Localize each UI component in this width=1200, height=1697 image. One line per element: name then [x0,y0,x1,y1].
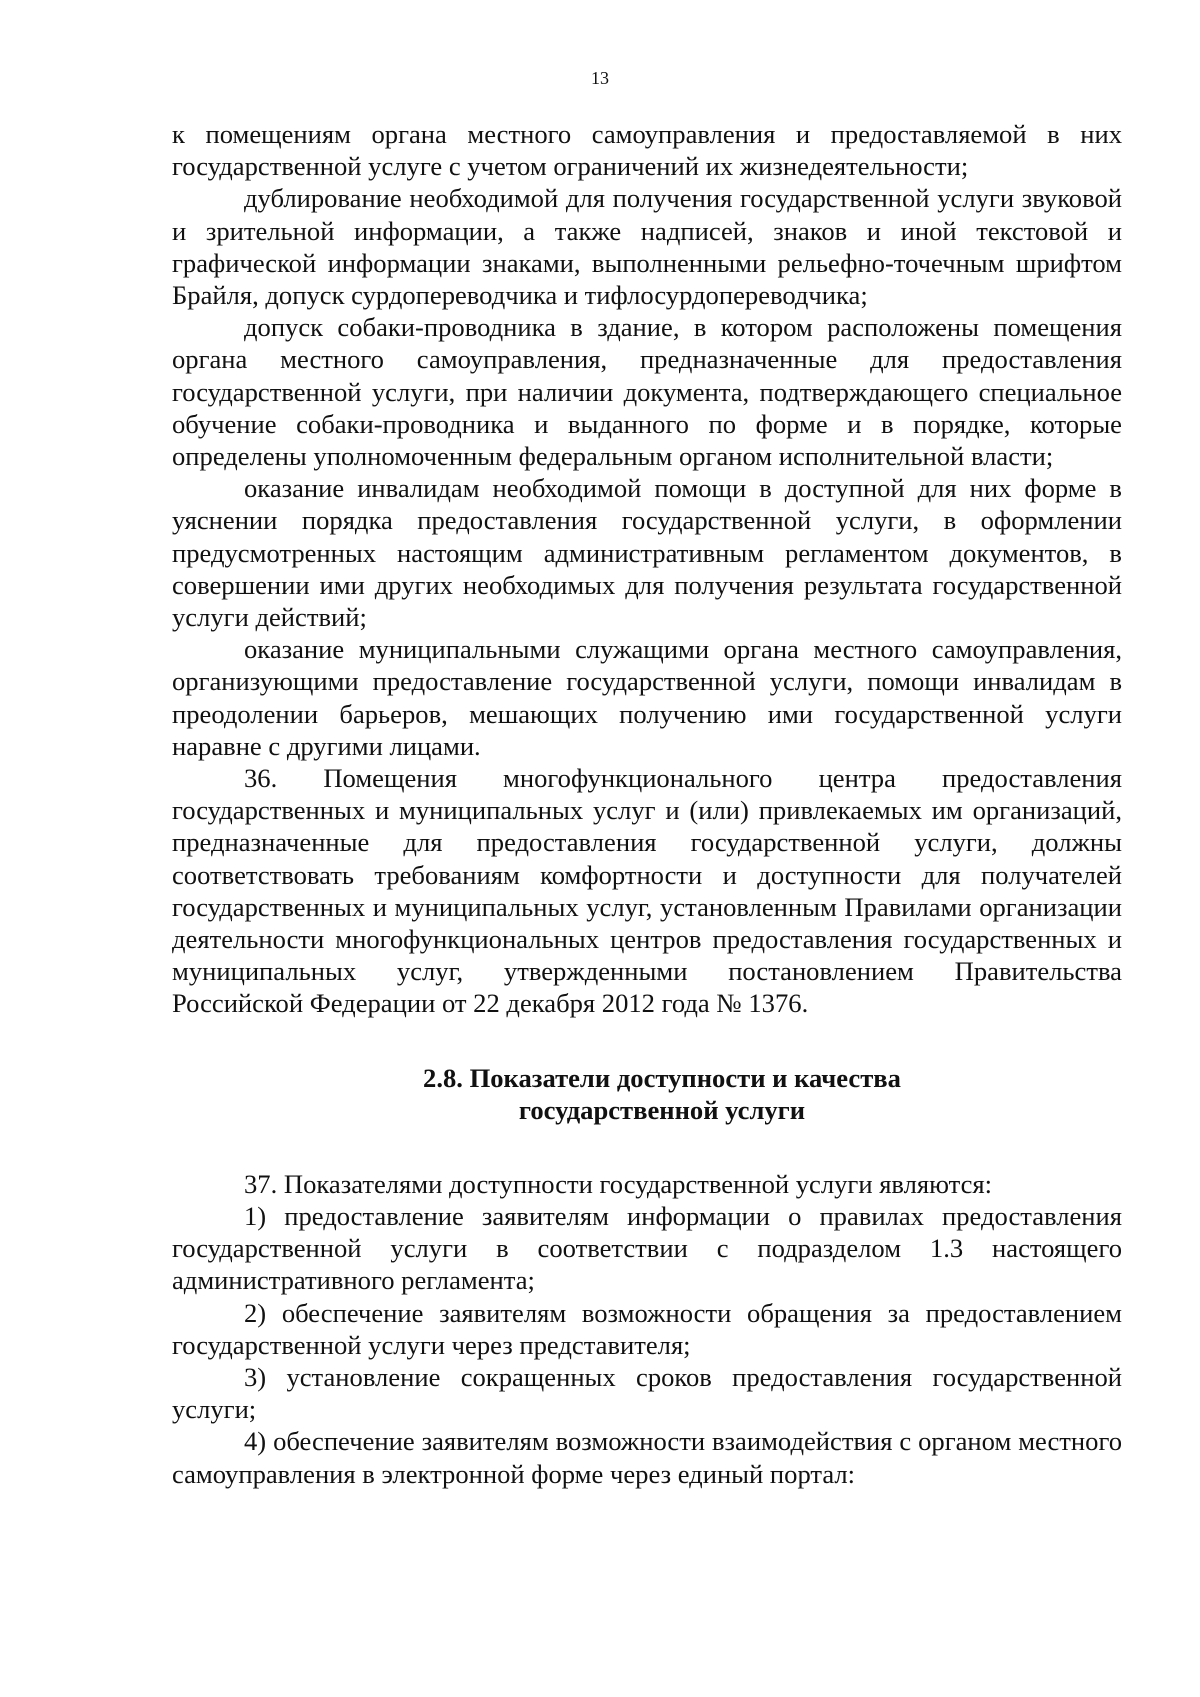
paragraph: оказание муниципальными служащими органа местного самоуправления, организующими предоставление государственной услуги, помощи инвалидам в преодолении барьеров, мешающих получению ими государственной услуги наравне с другими лицами. [172,634,1122,761]
paragraph-36: 36. Помещения многофункционального центра предоставления государственных и муниципальных услуг и (или) привлекаемых им организаций, предназначенные для предоставления государственной услуги, должны соответствовать требованиям комфортности и доступности для получателей государственных и муниципальных услуг, установленным Правилами организации деятельности многофункциональных центров предоставления государственных и муниципальных услуг, утвержденными постановлением Правительства Российской Федерации от 22 декабря 2012 года № 1376. [172,763,1122,1019]
paragraph-37: 37. Показателями доступности государственной услуги являются: [244,1168,993,1199]
paragraph: дублирование необходимой для получения государственной услуги звуковой и зрительной информации, а также надписей, знаков и иной текстовой и графической информации знаками, выполненными рельефно-точечным шрифтом Брайля, допуск сурдопереводчика и тифлосурдопереводчика; [172,183,1122,311]
paragraph: допуск собаки-проводника в здание, в котором расположены помещения органа местного самоуправления, предназначенные для предоставления государственной услуги, при наличии документа, подтверждающего специальное обучение собаки-проводника и выданного по форме и в порядке, которые определены уполномоченным федеральным органом исполнительной власти; [172,312,1122,472]
list-item: 2) обеспечение заявителям возможности обращения за предоставлением государственной услуги через представителя; [172,1297,1122,1360]
section-title-line-2: государственной услуги [518,1094,806,1125]
document-body [172,118,1122,1490]
paragraph: оказание инвалидам необходимой помощи в доступной для них форме в уяснении порядка предоставления государственной услуги, в оформлении предусмотренных настоящим административным регламентом документов, в совершении ими других необходимых для получения результата государственной услуги действий; [172,473,1122,633]
page-number: 13 [591,68,609,88]
section-title-line-1: 2.8. Показатели доступности и качества [423,1062,901,1093]
list-item: 4) обеспечение заявителям возможности взаимодействия с органом местного самоуправления в электронной форме через единый портал: [172,1426,1122,1489]
paragraph: к помещениям органа местного самоуправления и предоставляемой в них государственной услуге с учетом ограничений их жизнедеятельности; [172,119,1122,182]
section-heading [172,1062,1122,1126]
list-item: 1) предоставление заявителям информации о правилах предоставления государственной услуги в соответствии с подразделом 1.3 настоящего административного регламента; [172,1200,1122,1296]
list-item: 3) установление сокращенных сроков предоставления государственной услуги; [172,1361,1122,1425]
